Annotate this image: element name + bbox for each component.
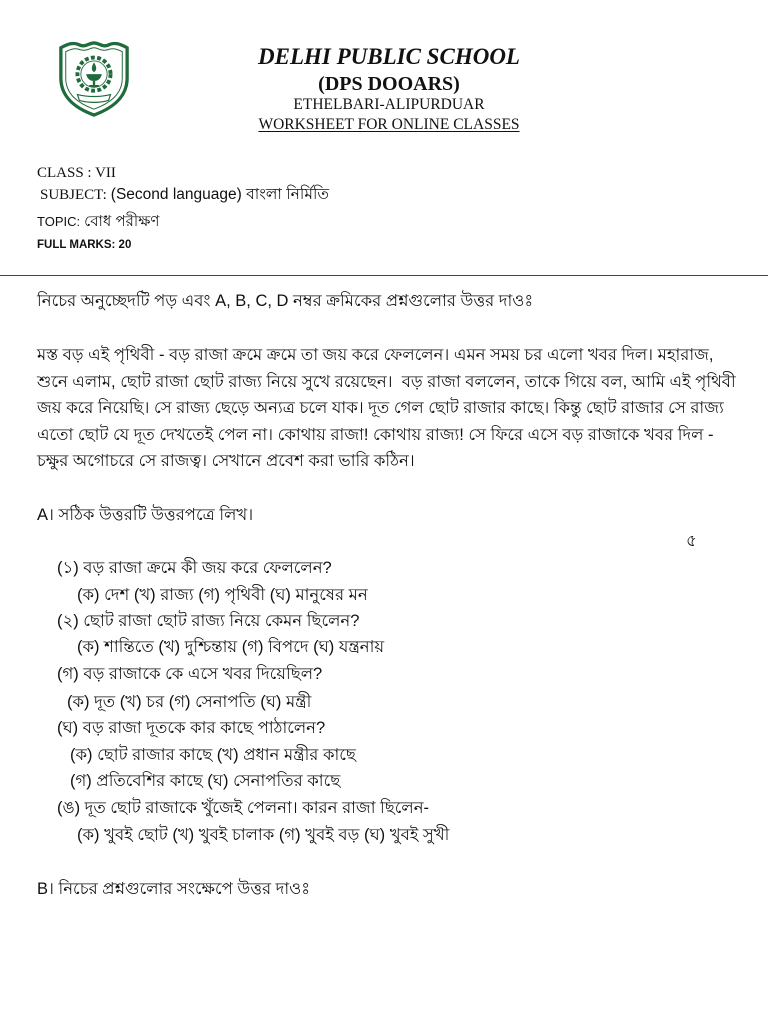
section-b [37,876,637,902]
worksheet-meta [37,162,457,254]
section-a [37,502,737,848]
topic-label: TOPIC: [37,214,81,229]
worksheet-header [0,0,768,140]
question-1-options: (ক) দেশ (খ) রাজ্য (গ) পৃথিবী (ঘ) মানুষের মন [77,586,368,604]
section-a-heading: A। সঠিক উত্তরটি উত্তরপত্রে লিখ। [37,506,254,524]
passage-line: শুনে এলাম, ছোট রাজা ছোট রাজ্য নিয়ে সুখে রয়েছেন। বড় রাজা বললেন, তাকে গিয়ে বল, আমি এই পৃথিবী [37,372,736,391]
question-2-options: (ক) শান্তিতে (খ) দুশ্চিন্তায় (গ) বিপদে (ঘ) যন্ত্রনায় [77,638,385,656]
question-4: (ঘ) বড় রাজা দূতকে কার কাছে পাঠালেন? [57,719,326,737]
passage-line: মস্ত বড় এই পৃথিবী - বড় রাজা ক্রমে ক্রমে তা জয় করে ফেললেন। এমন সময় চর এলো খবর দিল। মহারাজ, [37,346,714,364]
header-divider [0,275,768,276]
question-4-options: (ক) ছোট রাজার কাছে (খ) প্রধান মন্ত্রীর কাছে [70,746,356,764]
subject-value: (Second language) বাংলা নির্মিতি [110,186,330,203]
question-5: (ঙ) দূত ছোট রাজাকে খুঁজেই পেলনা। কারন রাজা ছিলেন- [57,799,430,817]
school-branch: (DPS DOOARS) [318,73,460,95]
subject-line [40,184,329,206]
topic-value: বোধ পরীক্ষণ [84,213,160,230]
school-name: DELHI PUBLIC SCHOOL [258,44,520,69]
question-2: (২) ছোট রাজা ছোট রাজ্য নিয়ে কেমন ছিলেন? [57,612,360,630]
question-3-options: (ক) দূত (খ) চর (গ) সেনাপতি (ঘ) মন্ত্রী [67,693,312,711]
worksheet-title [10,116,768,134]
passage-line: জয় করে নিয়েছি। সে রাজ্য ছেড়ে অন্যত্র চলে যাক। দূত গেল ছোট রাজার কাছে। কিন্তু ছোট রাজার সে রাজ্য [37,399,724,417]
full-marks: FULL MARKS: 20 [37,239,132,251]
passage-line: এতো ছোট যে দূত দেখতেই পেল না। কোথায় রাজা! কোথায় রাজ্য! সে ফিরে এসে বড় রাজাকে খবর দিল - [37,425,714,444]
worksheet-title-text: WORKSHEET FOR ONLINE CLASSES [258,116,520,133]
section-a-marks: ৫ [686,532,697,550]
topic-line [37,211,159,233]
question-4-options: (গ) প্রতিবেশির কাছে (ঘ) সেনাপতির কাছে [70,772,341,790]
question-3: (গ) বড় রাজাকে কে এসে খবর দিয়েছিল? [57,665,323,683]
instruction-text: নিচের অনুচ্ছেদটি পড় এবং A, B, C, D নম্বর ক্রমিকের প্রশ্নগুলোর উত্তর দাওঃ [37,292,534,310]
subject-label: SUBJECT: [40,187,107,203]
section-b-heading: B। নিচের প্রশ্নগুলোর সংক্ষেপে উত্তর দাওঃ [37,880,311,898]
question-5-options: (ক) খুবই ছোট (খ) খুবই চালাক (গ) খুবই বড় (ঘ) খুবই সুখী [77,826,450,844]
passage [37,342,762,476]
question-1: (১) বড় রাজা ক্রমে কী জয় করে ফেললেন? [57,559,332,577]
passage-line: চক্ষুর অগোচরে সে রাজত্ব। সেখানে প্রবেশ করা ভারি কঠিন। [37,452,415,470]
class-label: CLASS : VII [37,165,116,181]
school-location: ETHELBARI-ALIPURDUAR [293,96,485,113]
